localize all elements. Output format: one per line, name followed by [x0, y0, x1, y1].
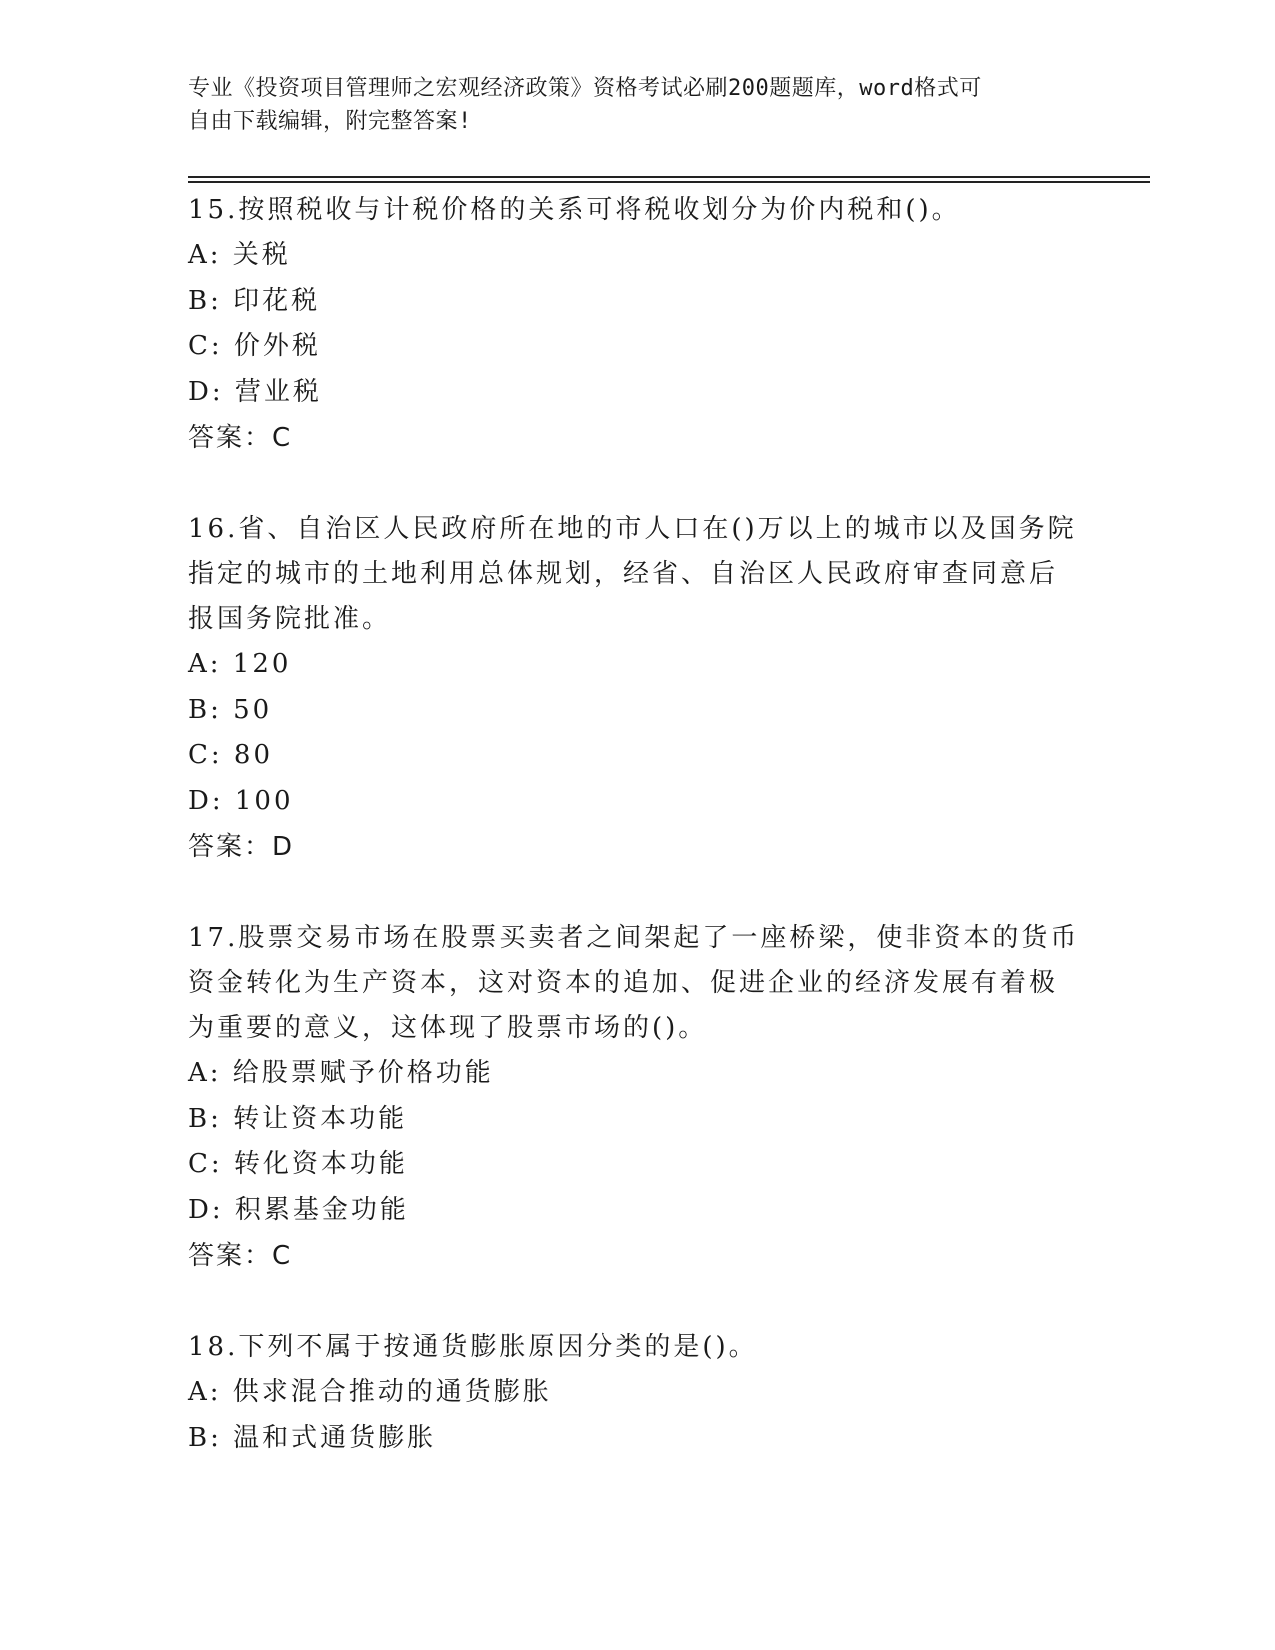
- option-a: A: 供求混合推动的通货膨胀: [188, 1377, 552, 1407]
- answer: 答案：C: [188, 1241, 293, 1271]
- question-list: [188, 188, 1088, 1507]
- question-text: 17.股票交易市场在股票买卖者之间架起了一座桥梁，使非资本的货币: [188, 923, 1080, 953]
- question-text: 15.按照税收与计税价格的关系可将税收划分为价内税和()。: [188, 195, 961, 225]
- question-17: [188, 916, 1088, 1279]
- option-a: A: 120: [188, 649, 292, 679]
- question-text: 资金转化为生产资本，这对资本的追加、促进企业的经济发展有着极: [188, 968, 1059, 998]
- question-16: [188, 507, 1088, 870]
- question-18: [188, 1325, 1088, 1461]
- question-text: 指定的城市的土地利用总体规划，经省、自治区人民政府审查同意后: [188, 559, 1059, 589]
- answer: 答案：D: [188, 832, 295, 862]
- option-b: B: 转让资本功能: [188, 1103, 408, 1134]
- option-b: B: 50: [188, 694, 273, 725]
- option-b: B: 温和式通货膨胀: [188, 1422, 437, 1453]
- option-a: A: 关税: [188, 240, 291, 270]
- question-text: 18.下列不属于按通货膨胀原因分类的是()。: [188, 1332, 758, 1362]
- question-15: [188, 188, 1088, 461]
- header-divider: [188, 181, 1150, 183]
- option-c: C: 转化资本功能: [188, 1149, 408, 1179]
- option-d: D: 100: [188, 785, 294, 816]
- header-divider: [188, 176, 1150, 178]
- option-c: C: 80: [188, 740, 274, 770]
- header-line: 专业《投资项目管理师之宏观经济政策》资格考试必刷200题题库，word格式可: [188, 76, 982, 101]
- question-text: 报国务院批准。: [188, 604, 392, 634]
- option-d: D: 营业税: [188, 376, 322, 407]
- question-text: 16.省、自治区人民政府所在地的市人口在()万以上的城市以及国务院: [188, 514, 1077, 544]
- option-b: B: 印花税: [188, 285, 321, 316]
- option-a: A: 给股票赋予价格功能: [188, 1058, 494, 1088]
- option-c: C: 价外税: [188, 331, 321, 361]
- question-text: 为重要的意义，这体现了股票市场的()。: [188, 1013, 708, 1043]
- document-header: [188, 72, 1088, 138]
- option-d: D: 积累基金功能: [188, 1194, 409, 1225]
- header-line: 自由下载编辑，附完整答案!: [188, 109, 472, 134]
- answer: 答案：C: [188, 423, 293, 453]
